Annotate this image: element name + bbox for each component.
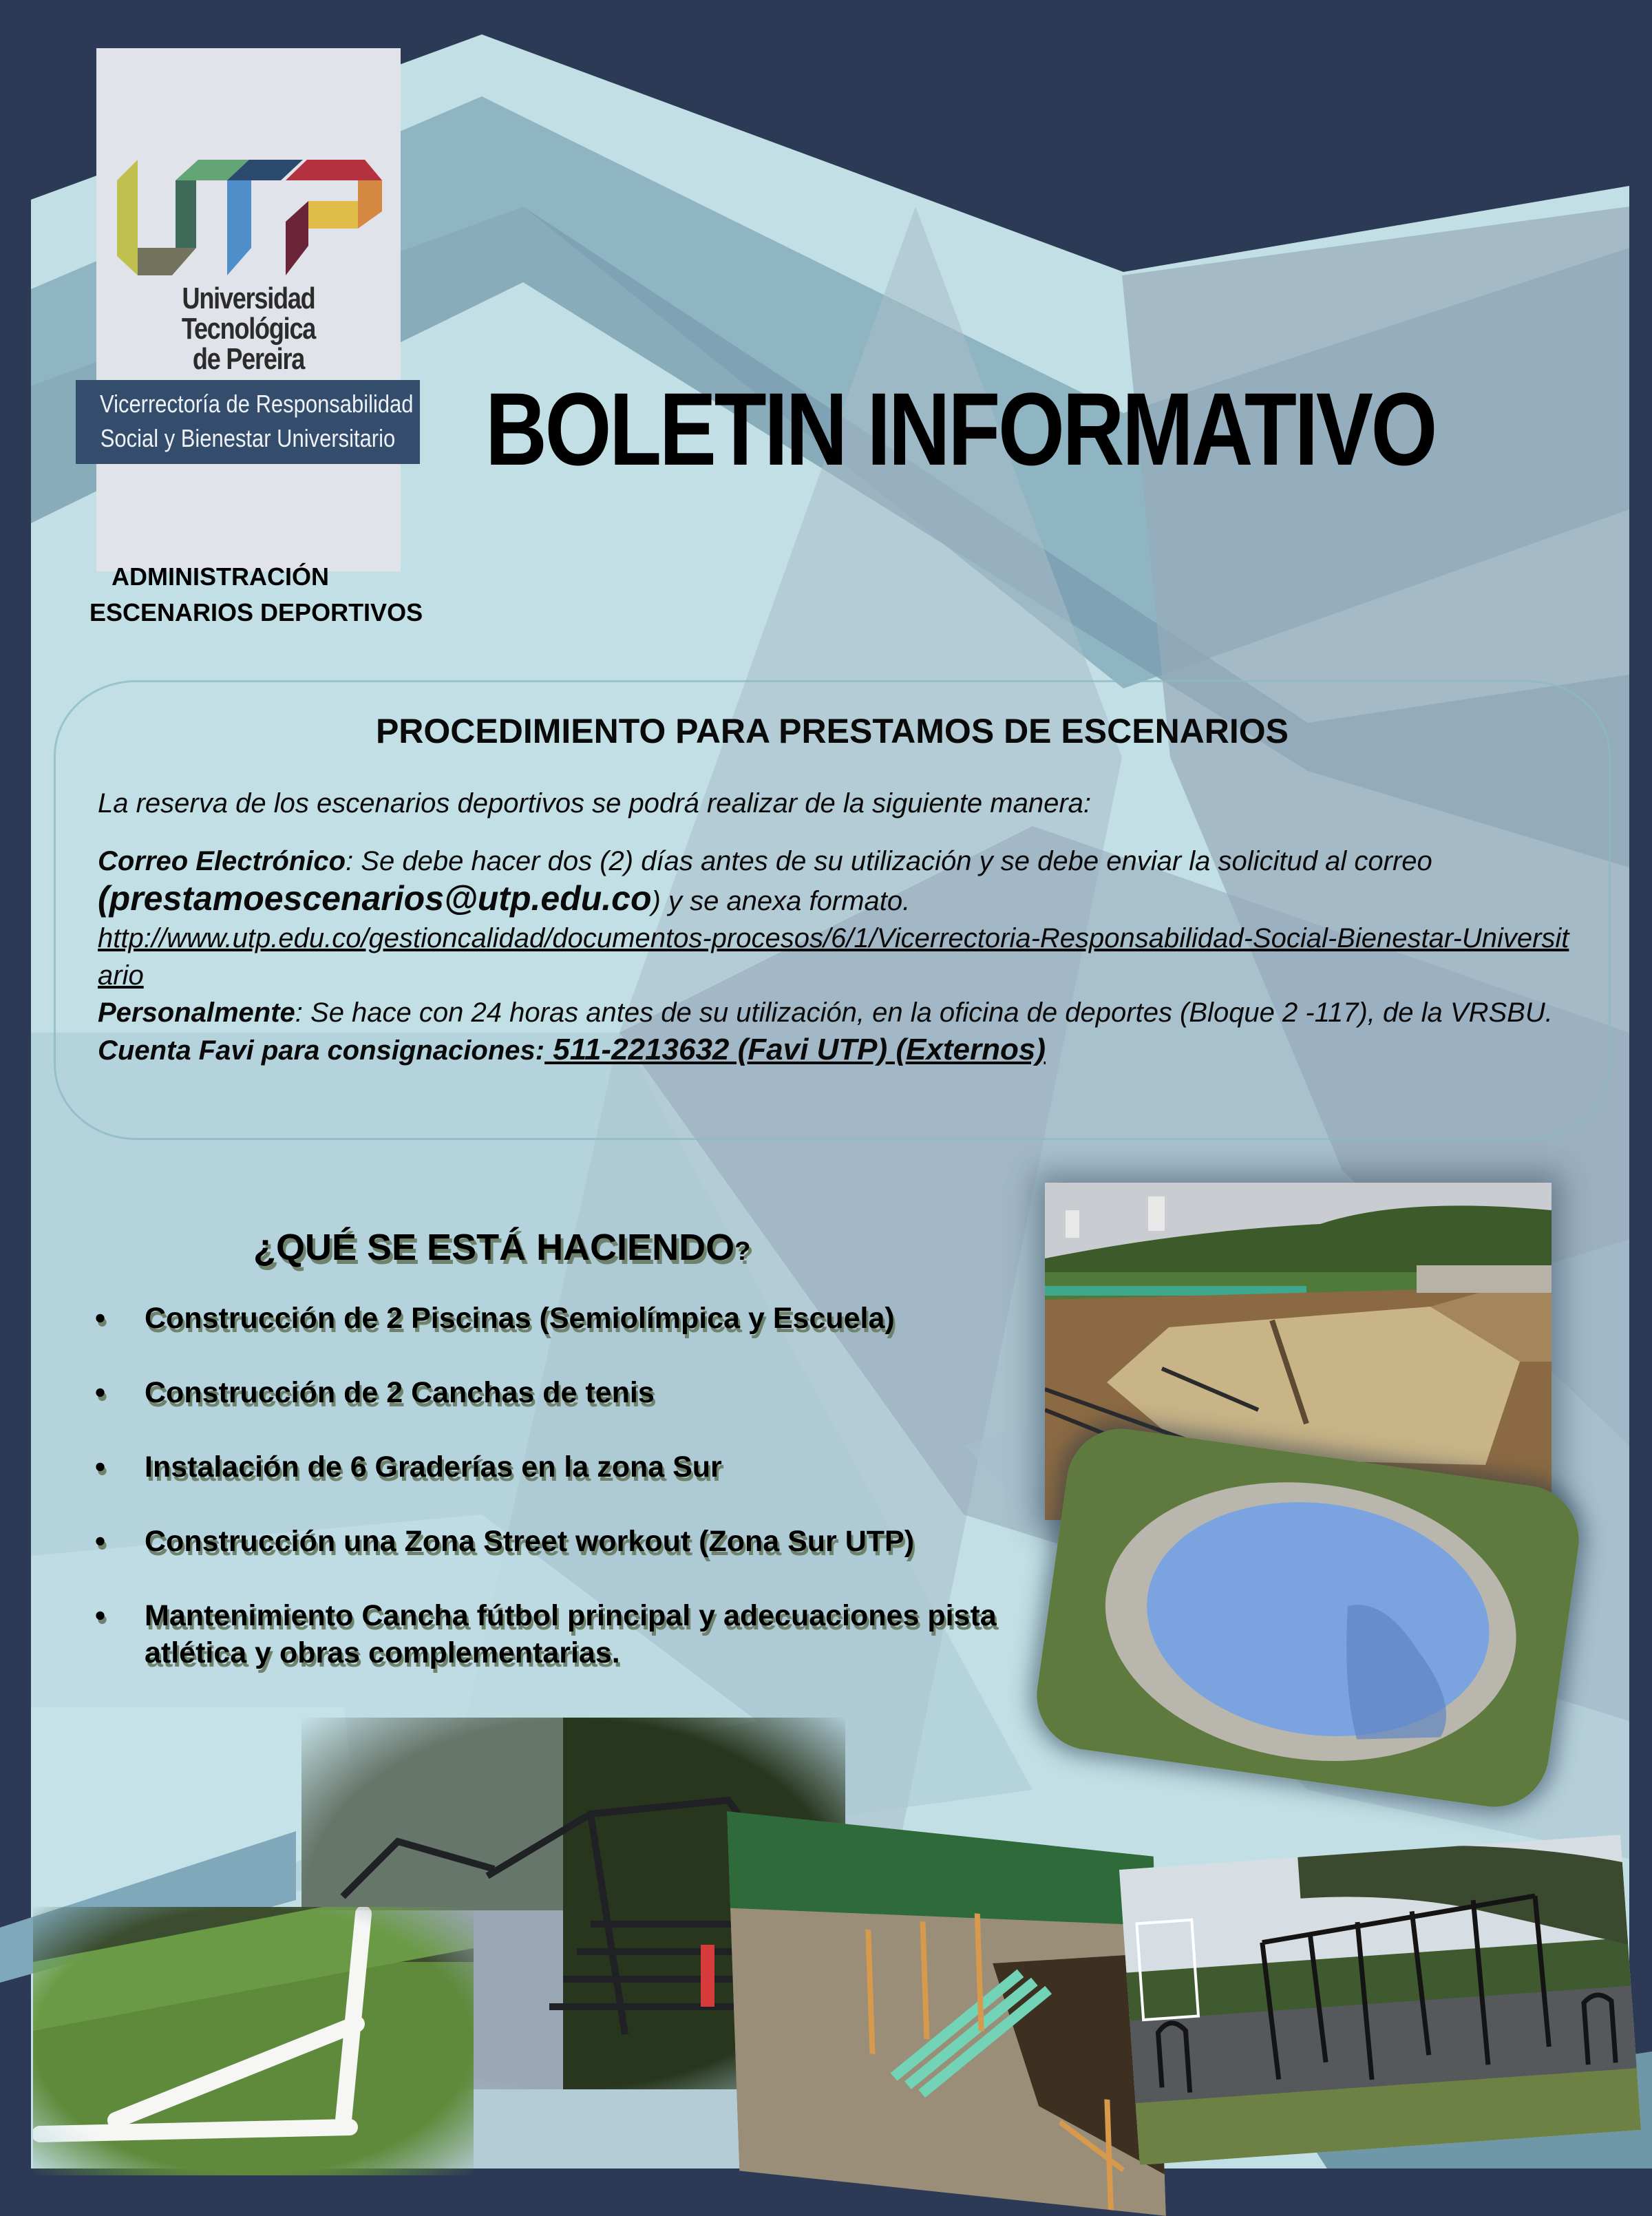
list-item-text: Mantenimiento Cancha fútbol principal y adecuaciones pista atlética y obras complementarias. [145,1599,997,1669]
list-item [89,1448,1026,1486]
works-list [89,1300,1026,1709]
in-person-method [98,994,1578,1031]
account-label: Cuenta Favi para consignaciones: [98,1035,545,1066]
photo-soccer-field-corner [33,1907,474,2175]
department-line1: ADMINISTRACIÓN [112,562,329,591]
procedure-intro: La reserva de los escenarios deportivos se podrá realizar de la siguiente manera: [98,788,1092,819]
bullet-icon: • [95,1376,106,1409]
procedures-url-link[interactable]: http://www.utp.edu.co/gestioncalidad/documentos-procesos/6/1/Vicerrectoria-Responsabilidad-Social-Bienestar-Universitario [98,923,1569,991]
email-method-label: Correo Electrónico [98,846,346,876]
email-method-text: : Se debe hacer dos (2) días antes de su utilización y se debe enviar la solicitud al correo [346,846,1432,876]
utp-logo-icon [117,160,382,275]
vice-rectory-banner [76,380,420,464]
procedure-body [98,785,1578,1069]
email-method-text-after: ) y se anexa formato. [651,886,911,916]
procedure-title: PROCEDIMIENTO PARA PRESTAMOS DE ESCENARIOS [375,712,1289,750]
in-person-label: Personalmente [98,998,295,1028]
account-info [98,1031,1578,1069]
bullet-icon: • [95,1525,106,1558]
photo-street-workout [1119,1835,1641,2165]
department-label [89,559,423,631]
list-item-text: Construcción de 2 Canchas de tenis [145,1376,655,1409]
bullet-icon: • [95,1302,106,1335]
university-name [124,284,373,374]
works-title-qmark: ? [734,1237,751,1266]
vice-rectory-line2: Social y Bienestar Universitario [100,424,396,452]
list-item-text: Construcción de 2 Piscinas (Semiolímpica y Escuela) [145,1302,895,1335]
in-person-text: : Se hace con 24 horas antes de su utilización, en la oficina de deportes (Bloque 2 -117), de la VRSBU. [295,998,1553,1028]
list-item [89,1300,1026,1337]
email-method [98,843,1578,920]
works-title [253,1225,750,1274]
email-link[interactable]: prestamoescenarios@utp.edu.co [109,879,652,918]
bullet-icon: • [95,1599,106,1632]
vice-rectory-line1: Vicerrectoría de Responsabilidad [100,390,414,418]
list-item-text: Instalación de 6 Graderías en la zona Sur [145,1450,722,1484]
list-item-text: Construcción una Zona Street workout (Zona Sur UTP) [145,1525,915,1558]
bullet-icon: • [95,1450,106,1484]
email-paren: ( [98,879,109,918]
list-item [89,1374,1026,1411]
university-name-line1: Universidad Tecnológica [181,282,316,346]
page-title: BOLETIN INFORMATIVO [485,371,1436,487]
list-item [89,1597,1026,1671]
list-item [89,1523,1026,1560]
department-line2: ESCENARIOS DEPORTIVOS [89,598,423,626]
university-name-line2: de Pereira [192,342,305,376]
account-number: 511-2213632 (Favi UTP) (Externos) [544,1033,1046,1066]
photo-pipes-trench [727,1811,1166,2216]
works-title-text: ¿QUÉ SE ESTÁ HACIENDO [253,1227,735,1268]
